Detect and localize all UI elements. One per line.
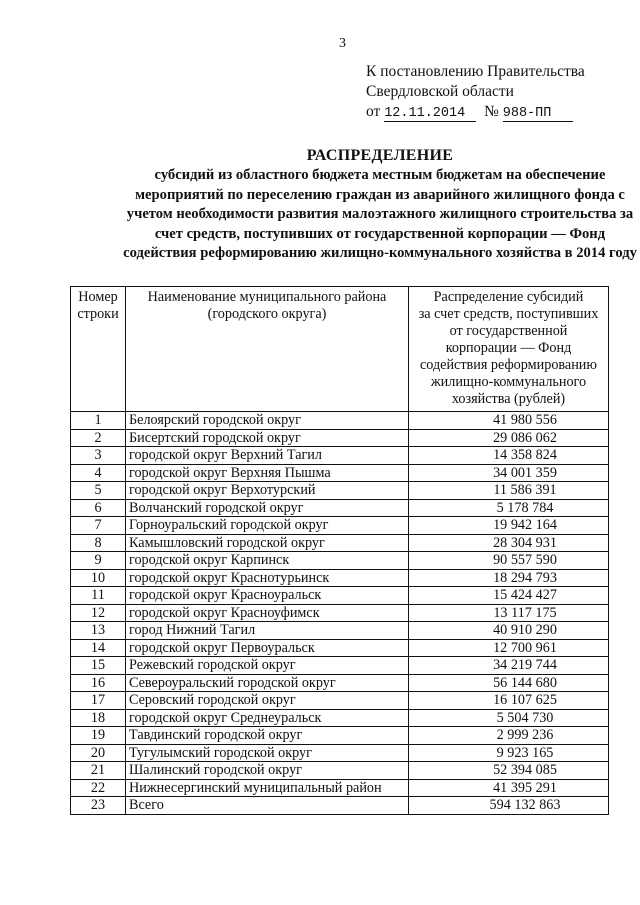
- row-amount: 34 001 359: [409, 464, 609, 482]
- header-text: Наименование муниципального района: [147, 289, 387, 305]
- row-amount: 40 910 290: [409, 622, 609, 640]
- header-text: содействия реформированию: [419, 357, 598, 373]
- table-row: [71, 639, 609, 657]
- header-row-number: [71, 287, 126, 412]
- row-number: 23: [71, 797, 126, 815]
- table-row: [71, 674, 609, 692]
- attachment-line-2: Свердловской области: [366, 83, 514, 100]
- table-row: [71, 534, 609, 552]
- table-row: [71, 762, 609, 780]
- row-number: 6: [71, 499, 126, 517]
- row-amount: 11 586 391: [409, 482, 609, 500]
- decree-date: 12.11.2014: [384, 106, 476, 122]
- row-number: 20: [71, 744, 126, 762]
- header-text: за счет средств, поступивших: [418, 306, 599, 322]
- row-amount: 52 394 085: [409, 762, 609, 780]
- row-number: 5: [71, 482, 126, 500]
- row-number: 10: [71, 569, 126, 587]
- row-number: 3: [71, 447, 126, 465]
- row-amount: 5 504 730: [409, 709, 609, 727]
- row-number: 13: [71, 622, 126, 640]
- row-amount: 2 999 236: [409, 727, 609, 745]
- header-distribution: [409, 287, 609, 412]
- row-municipality: Серовский городской округ: [126, 692, 409, 710]
- row-number: 12: [71, 604, 126, 622]
- header-text: хозяйства (рублей): [451, 391, 566, 407]
- attachment-line-1: К постановлению Правительства: [366, 63, 585, 80]
- header-text: строки: [77, 306, 119, 322]
- header-text: от государственной: [449, 323, 568, 339]
- table-row: [71, 709, 609, 727]
- document-subtitle: [70, 166, 640, 264]
- row-number: 14: [71, 639, 126, 657]
- header-municipality: [126, 287, 409, 412]
- row-number: 19: [71, 727, 126, 745]
- table-row: [71, 569, 609, 587]
- table-row: [71, 552, 609, 570]
- subsidy-table: [70, 286, 609, 815]
- attachment-date-line: [366, 102, 585, 122]
- row-amount: 16 107 625: [409, 692, 609, 710]
- row-amount: 15 424 427: [409, 587, 609, 605]
- table-header-row: [71, 287, 609, 412]
- row-municipality: Горноуральский городской округ: [126, 517, 409, 535]
- row-amount: 9 923 165: [409, 744, 609, 762]
- row-municipality: Тавдинский городской округ: [126, 727, 409, 745]
- row-amount: 594 132 863: [409, 797, 609, 815]
- table-row: [71, 779, 609, 797]
- row-number: 21: [71, 762, 126, 780]
- table-body: [71, 412, 609, 815]
- row-amount: 34 219 744: [409, 657, 609, 675]
- row-amount: 41 980 556: [409, 412, 609, 430]
- row-number: 2: [71, 429, 126, 447]
- row-municipality: Камышловский городской округ: [126, 534, 409, 552]
- row-municipality: Нижнесергинский муниципальный район: [126, 779, 409, 797]
- decree-number: 988-ПП: [503, 106, 573, 122]
- row-municipality: городской округ Красноуфимск: [126, 604, 409, 622]
- row-number: 17: [71, 692, 126, 710]
- attachment-note: [366, 62, 585, 122]
- row-amount: 14 358 824: [409, 447, 609, 465]
- row-number: 18: [71, 709, 126, 727]
- row-number: 4: [71, 464, 126, 482]
- row-municipality: городской округ Верхотурский: [126, 482, 409, 500]
- row-number: 8: [71, 534, 126, 552]
- row-number: 11: [71, 587, 126, 605]
- row-amount: 56 144 680: [409, 674, 609, 692]
- subtitle-line: содействия реформированию жилищно-коммунального хозяйства в 2014 году: [123, 245, 637, 261]
- subtitle-line: субсидий из областного бюджета местным бюджетам на обеспечение: [154, 167, 606, 183]
- row-municipality: Бисертский городской округ: [126, 429, 409, 447]
- table-row: [71, 744, 609, 762]
- table-row: [71, 622, 609, 640]
- row-amount: 41 395 291: [409, 779, 609, 797]
- row-municipality: город Нижний Тагил: [126, 622, 409, 640]
- date-prefix: от: [366, 103, 381, 120]
- table-row: [71, 587, 609, 605]
- row-amount: 28 304 931: [409, 534, 609, 552]
- table-row: [71, 727, 609, 745]
- table-row: [71, 657, 609, 675]
- row-municipality: Всего: [126, 797, 409, 815]
- row-number: 16: [71, 674, 126, 692]
- table-row: [71, 797, 609, 815]
- row-municipality: Тугулымский городской округ: [126, 744, 409, 762]
- document-title: РАСПРЕДЕЛЕНИЕ: [306, 147, 454, 164]
- row-municipality: городской округ Красноуральск: [126, 587, 409, 605]
- row-amount: 5 178 784: [409, 499, 609, 517]
- row-amount: 29 086 062: [409, 429, 609, 447]
- number-prefix: №: [484, 103, 499, 120]
- row-municipality: городской округ Карпинск: [126, 552, 409, 570]
- row-number: 15: [71, 657, 126, 675]
- table-row: [71, 499, 609, 517]
- table-row: [71, 604, 609, 622]
- header-text: корпорации — Фонд: [445, 340, 572, 356]
- row-number: 1: [71, 412, 126, 430]
- header-text: (городского округа): [207, 306, 327, 322]
- row-municipality: Белоярский городской округ: [126, 412, 409, 430]
- subtitle-line: мероприятий по переселению граждан из аварийного жилищного фонда с: [135, 186, 625, 203]
- subtitle-line: счет средств, поступивших от государственной корпорации — Фонд: [154, 225, 606, 242]
- row-number: 22: [71, 779, 126, 797]
- row-number: 7: [71, 517, 126, 535]
- row-municipality: городской округ Краснотурьинск: [126, 569, 409, 587]
- table-row: [71, 517, 609, 535]
- row-municipality: городской округ Первоуральск: [126, 639, 409, 657]
- table-row: [71, 464, 609, 482]
- header-text: Номер: [78, 289, 118, 305]
- table-row: [71, 692, 609, 710]
- row-municipality: Североуральский городской округ: [126, 674, 409, 692]
- row-municipality: городской округ Верхняя Пышма: [126, 464, 409, 482]
- table-row: [71, 412, 609, 430]
- row-amount: 13 117 175: [409, 604, 609, 622]
- row-municipality: Режевский городской округ: [126, 657, 409, 675]
- row-number: 9: [71, 552, 126, 570]
- row-municipality: Волчанский городской округ: [126, 499, 409, 517]
- row-municipality: городской округ Верхний Тагил: [126, 447, 409, 465]
- header-text: жилищно-коммунального: [430, 374, 587, 390]
- row-amount: 90 557 590: [409, 552, 609, 570]
- row-municipality: Шалинский городской округ: [126, 762, 409, 780]
- subtitle-line: учетом необходимости развития малоэтажного жилищного строительства за: [126, 206, 634, 222]
- row-amount: 18 294 793: [409, 569, 609, 587]
- row-amount: 12 700 961: [409, 639, 609, 657]
- row-amount: 19 942 164: [409, 517, 609, 535]
- table-row: [71, 429, 609, 447]
- page-number: 3: [339, 36, 346, 51]
- table-row: [71, 482, 609, 500]
- row-municipality: городской округ Среднеуральск: [126, 709, 409, 727]
- table-row: [71, 447, 609, 465]
- header-text: Распределение субсидий: [433, 289, 584, 305]
